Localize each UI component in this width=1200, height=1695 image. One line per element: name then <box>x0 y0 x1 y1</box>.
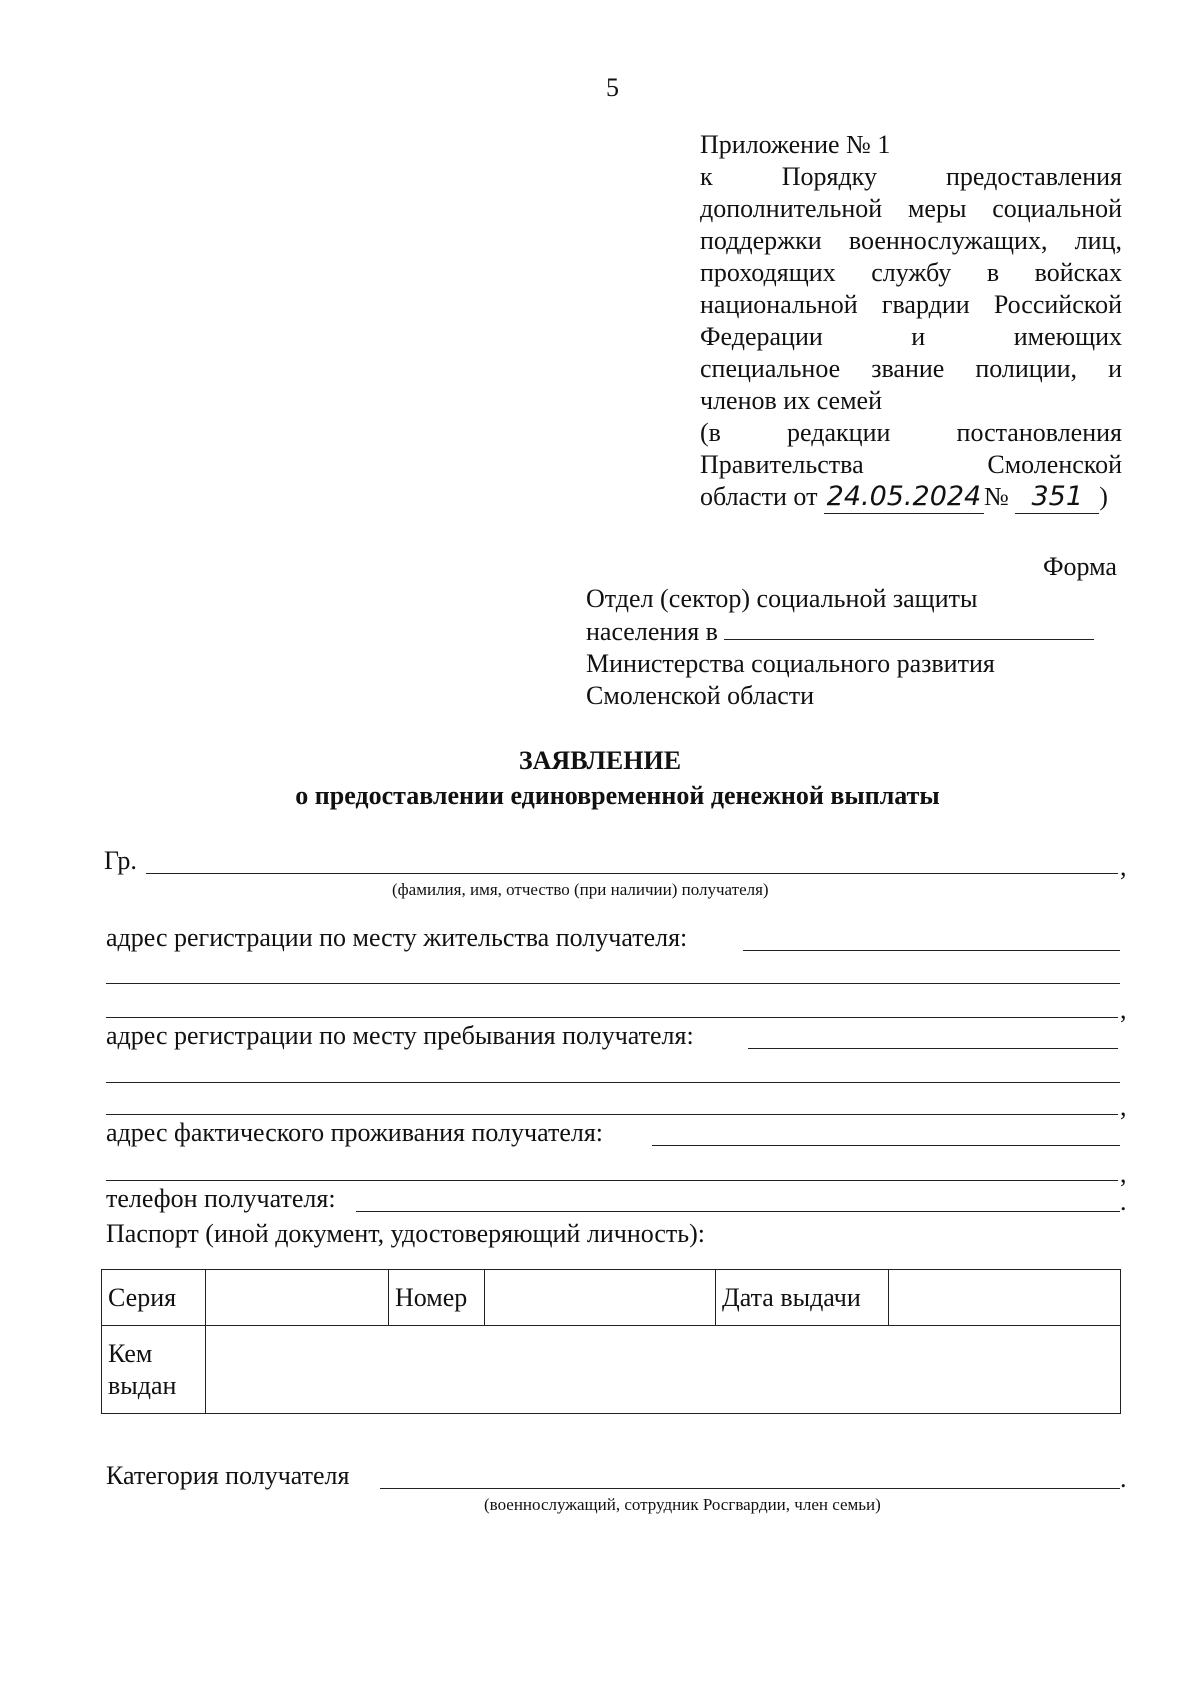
appendix-block <box>700 129 1122 514</box>
issue-date-field[interactable] <box>889 1270 1121 1326</box>
issued-by-label <box>102 1326 206 1414</box>
appendix-line: проходящих службу в войсках <box>700 258 1122 287</box>
passport-table <box>101 1269 1121 1414</box>
reg-residence-field-2[interactable] <box>106 983 1120 984</box>
reg-residence-label: адрес регистрации по месту жительства получателя: <box>106 923 688 952</box>
issue-date-label: Дата выдачи <box>716 1270 889 1326</box>
actual-address-field-2[interactable] <box>106 1180 1118 1181</box>
actual-address-field[interactable] <box>652 1145 1120 1146</box>
appendix-line: специальное звание полиции, и <box>700 354 1122 383</box>
reg-residence-field-3[interactable] <box>106 1017 1118 1018</box>
edition-line: Правительства Смоленской <box>700 450 1122 479</box>
appendix-line: членов их семей <box>700 386 882 415</box>
appendix-title: Приложение № 1 <box>700 130 891 159</box>
series-field[interactable] <box>206 1270 389 1326</box>
appendix-line: национальной гвардии Российской <box>700 290 1122 319</box>
addressee-line <box>586 615 1126 648</box>
edition-line: (в редакции постановления <box>700 418 1122 447</box>
comma: , <box>1120 1092 1127 1121</box>
number-field[interactable] <box>485 1270 716 1326</box>
comma: , <box>1120 852 1127 881</box>
citizen-hint: (фамилия, имя, отчество (при наличии) получателя) <box>392 880 769 899</box>
form-label: Форма <box>1043 552 1117 581</box>
appendix-line: Федерации и имеющих <box>700 322 1122 351</box>
period: . <box>1120 1464 1127 1493</box>
category-hint: (военнослужащий, сотрудник Росгвардии, член семьи) <box>484 1495 881 1514</box>
addressee-prefix: населения в <box>586 617 718 646</box>
appendix-line: поддержки военнослужащих, лиц, <box>700 226 1122 255</box>
reg-residence-field[interactable] <box>743 950 1120 951</box>
period: . <box>1120 1187 1127 1216</box>
category-field[interactable] <box>380 1488 1120 1489</box>
addressee-line: Отдел (сектор) социальной защиты <box>586 584 978 613</box>
page-number: 5 <box>606 73 619 102</box>
addressee-blank[interactable] <box>724 615 1094 640</box>
comma: , <box>1120 995 1127 1024</box>
reg-stay-field-2[interactable] <box>106 1082 1120 1083</box>
issued-by-label-line: выдан <box>108 1370 177 1400</box>
edition-close-paren: ) <box>1099 482 1108 511</box>
series-label: Серия <box>102 1270 206 1326</box>
reg-stay-field-3[interactable] <box>106 1114 1118 1115</box>
phone-field[interactable] <box>356 1211 1120 1212</box>
citizen-name-field[interactable] <box>146 873 1118 874</box>
comma: , <box>1120 1159 1127 1188</box>
actual-address-label: адрес фактического проживания получателя: <box>106 1118 604 1147</box>
number-label: Номер <box>389 1270 485 1326</box>
document-title: ЗАЯВЛЕНИЕ <box>518 746 682 775</box>
edition-date-line <box>700 481 1122 514</box>
phone-label: телефон получателя: <box>106 1184 336 1213</box>
category-label: Категория получателя <box>106 1461 350 1490</box>
edition-prefix: области от <box>700 482 818 511</box>
appendix-line: к Порядку предоставления <box>700 162 1122 191</box>
issued-by-label-line: Кем <box>108 1338 153 1368</box>
citizen-prefix: Гр. <box>104 846 137 875</box>
addressee-line: Смоленской области <box>586 681 815 710</box>
issued-by-field[interactable] <box>206 1326 1121 1414</box>
document-subtitle: о предоставлении единовременной денежной выплаты <box>295 781 940 810</box>
addressee-line: Министерства социального развития <box>586 649 995 678</box>
addressee-block <box>586 583 1126 712</box>
appendix-line: дополнительной меры социальной <box>700 194 1122 223</box>
passport-label: Паспорт (иной документ, удостоверяющий личность): <box>106 1219 706 1248</box>
reg-stay-field[interactable] <box>748 1048 1118 1049</box>
edition-number-handwritten: 351 <box>1015 481 1099 514</box>
edition-number-label: № <box>983 482 1009 511</box>
edition-date-handwritten: 24.05.2024 <box>824 481 984 514</box>
reg-stay-label: адрес регистрации по месту пребывания получателя: <box>106 1021 694 1050</box>
